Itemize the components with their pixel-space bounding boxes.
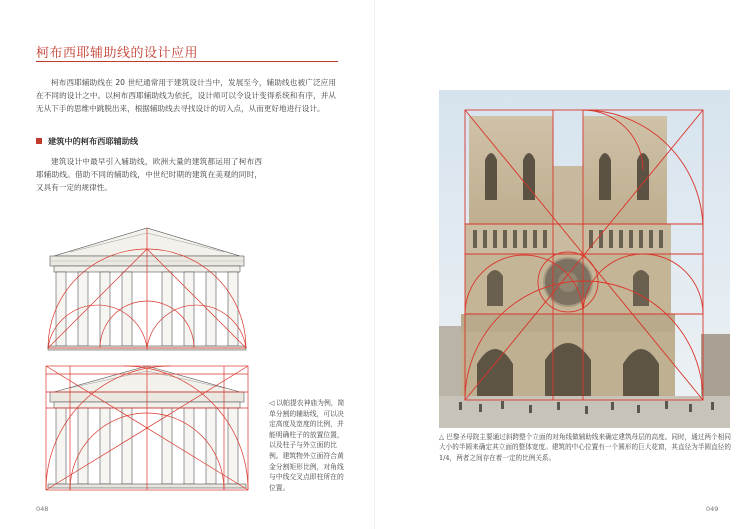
notre-dame-photo xyxy=(439,90,730,428)
page-number-right: 049 xyxy=(706,505,719,513)
parthenon-figure-golden-rect xyxy=(40,360,254,494)
parthenon-caption: ◁ 以帕提农神庙为例，简单分割的辅助线，可以决定高度及宽度的比例，并能明确柱子的放置位置，以及柱子与外立面的比例。建筑物外立面符合黄金分割矩形比例，对角线与中线交叉点即柱所在的位置。 xyxy=(269,399,345,492)
section-title: 建筑中的柯布西耶辅助线 xyxy=(48,136,139,146)
intro-paragraph: 柯布西耶辅助线在 20 世纪通常用于建筑设计当中，发展至今，辅助线也被广泛应用在不同的设计之中。以柯布西耶辅助线为依托，设计师可以令设计变得系统和有序，并从无从下手的思维中跳脱出来，根据辅助线去寻找设计的切入点，从而更好地进行设计。 xyxy=(36,78,336,113)
parthenon-figure-semicircle xyxy=(40,224,254,354)
notre-dame-caption: △ 巴黎圣母院主要通过斜跨整个立面的对角线做辅助线来确定建筑母层的高度。同时，通过两个相同大小的半圆来确定其立面的整体宽度。建筑的中心位置有一个圆形的巨大花窗，其直径为半圆直径的 1/4，两者之间存在着一定的比例关系。 xyxy=(439,433,731,462)
section-heading xyxy=(36,136,138,147)
section-paragraph: 建筑设计中最早引入辅助线，欧洲大量的建筑都运用了柯布西耶辅助线。借助不同的辅助线，中世纪时期的建筑在美观的同时，又具有一定的规律性。 xyxy=(36,157,262,192)
right-page xyxy=(375,0,750,529)
title-rule xyxy=(36,61,338,62)
page-number-left: 048 xyxy=(36,505,49,513)
section-marker-icon xyxy=(36,138,42,144)
page-title: 柯布西耶辅助线的设计应用 xyxy=(36,46,199,61)
